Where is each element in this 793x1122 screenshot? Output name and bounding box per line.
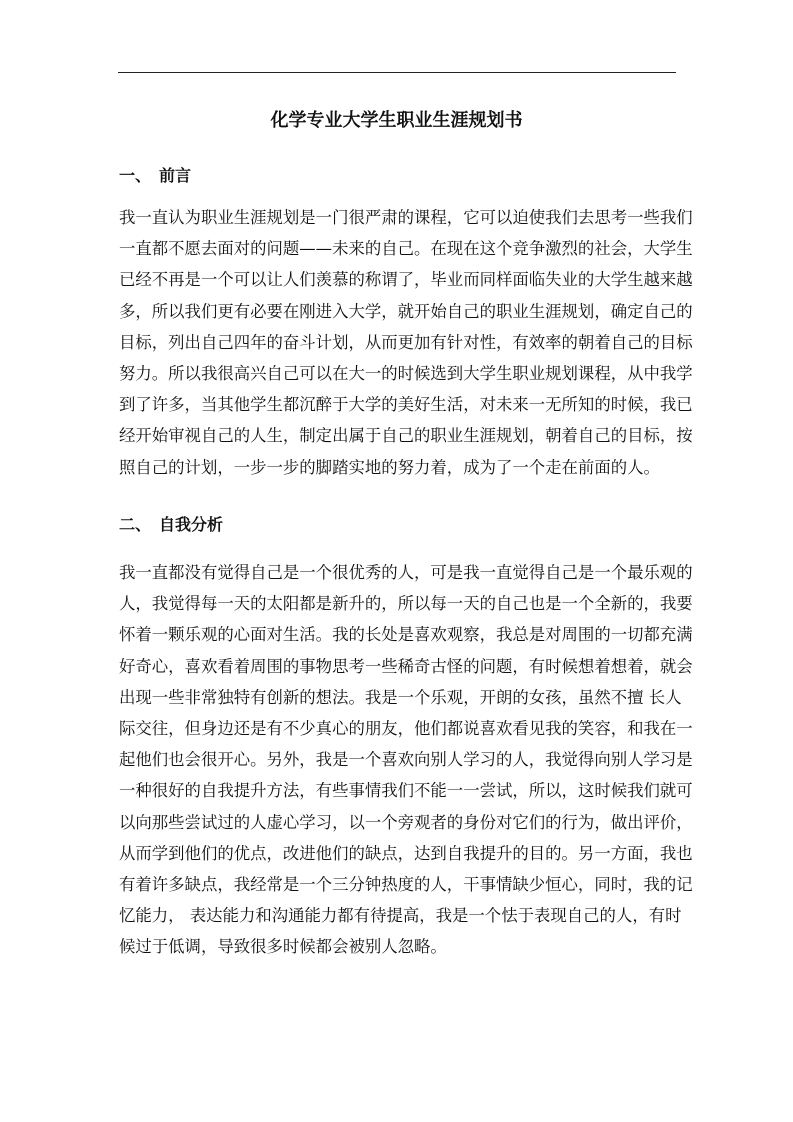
text-line: 我一直都没有觉得自己是一个很优秀的人，可是我一直觉得自己是一个最乐观的 [119, 563, 693, 582]
text-line: 目标，列出自己四年的奋斗计划，从而更加有针对性，有效率的朝着自己的目标 [119, 332, 693, 352]
section-title: 前言 [159, 166, 192, 185]
text-line: 出现一些非常独特有创新的想法。我是一个乐观，开朗的女孩，虽然不擅 长人 [119, 687, 682, 707]
section-number: 二、 [119, 515, 152, 534]
text-line: 有着许多缺点，我经常是一个三分钟热度的人，干事情缺少恒心，同时，我的记 [119, 874, 693, 894]
text-line: 以向那些尝试过的人虚心学习，以一个旁观者的身份对它们的行为，做出评价， [119, 812, 693, 832]
paragraph-self-analysis [119, 557, 693, 962]
paragraph-preface [119, 202, 693, 483]
text-line: 一直都不愿去面对的问题——未来的自己。在现在这个竞争激烈的社会，大学生 [119, 239, 693, 259]
header-rule [118, 72, 676, 73]
text-line: 际交往，但身边还是有不少真心的朋友，他们都说喜欢看见我的笑容，和我在一 [119, 718, 693, 738]
section-heading-self-analysis [119, 512, 223, 535]
text-line: 努力。所以我很高兴自己可以在大一的时候选到大学生职业规划课程，从中我学 [119, 363, 693, 383]
text-line: 已经不再是一个可以让人们羡慕的称谓了，毕业而同样面临失业的大学生越来越 [119, 270, 693, 290]
document-title: 化学专业大学生职业生涯规划书 [270, 110, 523, 131]
text-line: 我一直认为职业生涯规划是一门很严肃的课程，它可以迫使我们去思考一些我们 [119, 208, 693, 227]
text-line: 好奇心，喜欢看着周围的事物思考一些稀奇古怪的问题，有时候想着想着，就会 [119, 656, 693, 676]
text-line: 忆能力， 表达能力和沟通能力都有待提高，我是一个怯于表现自己的人，有时 [119, 906, 682, 926]
text-line: 多，所以我们更有必要在刚进入大学，就开始自己的职业生涯规划，确定自己的 [119, 301, 693, 321]
section-title: 自我分析 [159, 515, 224, 534]
text-line: 到了许多，当其他学生都沉醉于大学的美好生活，对未来一无所知的时候，我已 [119, 395, 693, 415]
text-line: 经开始审视自己的人生，制定出属于自己的职业生涯规划，朝着自己的目标，按 [119, 426, 693, 446]
text-line: 候过于低调，导致很多时候都会被别人忽略。 [119, 937, 447, 957]
section-heading-preface [119, 163, 191, 186]
text-line: 人，我觉得每一天的太阳都是新升的，所以每一天的自己也是一个全新的，我要 [119, 594, 693, 614]
text-line: 怀着一颗乐观的心面对生活。我的长处是喜欢观察，我总是对周围的一切都充满 [119, 625, 693, 645]
text-line: 一种很好的自我提升方法，有些事情我们不能一一尝试，所以，这时候我们就可 [119, 781, 693, 801]
text-line: 起他们也会很开心。另外，我是一个喜欢向别人学习的人，我觉得向别人学习是 [119, 750, 693, 770]
text-line: 从而学到他们的优点，改进他们的缺点，达到自我提升的目的。另一方面，我也 [119, 843, 693, 863]
text-line: 照自己的计划，一步一步的脚踏实地的努力着，成为了一个走在前面的人。 [119, 457, 660, 477]
section-number: 一、 [119, 166, 152, 185]
